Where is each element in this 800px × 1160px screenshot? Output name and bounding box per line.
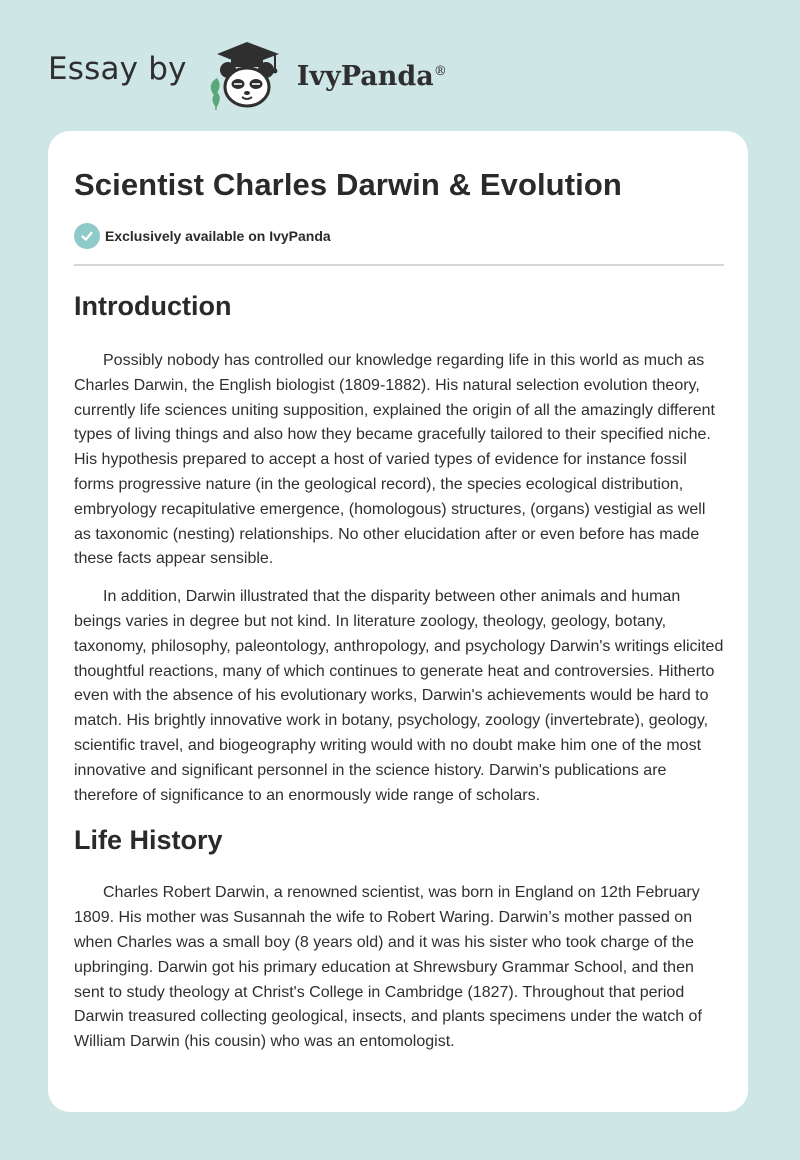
availability-badge	[74, 222, 724, 250]
section-heading-introduction: Introduction	[74, 291, 232, 321]
badge-label: Exclusively available on IvyPanda	[105, 228, 331, 244]
paragraph: In addition, Darwin illustrated that the disparity between other animals and human beings varies in degree but not kind. In literature zoology, theology, geology, botany, taxonomy, philosophy, paleontology, anthropology, and psychology Darwin's writings elicited thoughtful reactions, many of which continues to generate heat and controversies. Hitherto even with the absence of his evolutionary works, Darwin's achievements would be hard to match. His brightly innovative work in botany, psychology, zoology (invertebrate), geology, scientific travel, and biogeography writing would with no doubt make him one of the most innovative and significant personnel in the science history. Darwin's publications are therefore of significance to an enormously wide range of scholars.	[74, 588, 724, 804]
article-card	[48, 131, 748, 1112]
checkmark-icon	[74, 223, 100, 249]
section-heading-life-history: Life History	[74, 825, 223, 856]
essay-by-label: Essay by	[48, 51, 187, 87]
article-title: Scientist Charles Darwin & Evolution	[74, 167, 622, 202]
brand-name[interactable]	[297, 61, 447, 92]
site-header	[48, 36, 447, 112]
paragraph: Possibly nobody has controlled our knowledge regarding life in this world as much as Charles Darwin, the English biologist (1809-1882). His natural selection evolution theory, currently life sciences uniting supposition, explained the origin of all the amazingly different types of living things and also how they became gracefully tailored to their specified niche. His hypothesis prepared to accept a host of varied types of evidence for instance fossil forms progressive nature (in the geological record), the species ecological distribution, embryology recapitulative emergence, (homologous) structures, (organs) vestigial as well as taxonomic (nesting) relationships. No other elucidation after or even before has made these facts appear sensible.	[74, 352, 715, 568]
registered-mark: ®	[433, 63, 447, 79]
divider	[74, 264, 724, 266]
article-content	[74, 165, 724, 1055]
brand-text: IvyPanda	[296, 60, 434, 92]
panda-logo-icon[interactable]	[203, 36, 293, 112]
paragraph: Charles Robert Darwin, a renowned scientist, was born in England on 12th February 1809. His mother was Susannah the wife to Robert Waring. Darwin’s mother passed on when Charles was a small boy (8 years old) and it was his sister who took charge of the upbringing. Darwin got his primary education at Shrewsbury Grammar School, and then sent to study theology at Christ's College in Cambridge (1827). Throughout that period Darwin treasured collecting geological, insects, and plants specimens under the watch of William Darwin (his cousin) who was an entomologist.	[74, 884, 702, 1051]
